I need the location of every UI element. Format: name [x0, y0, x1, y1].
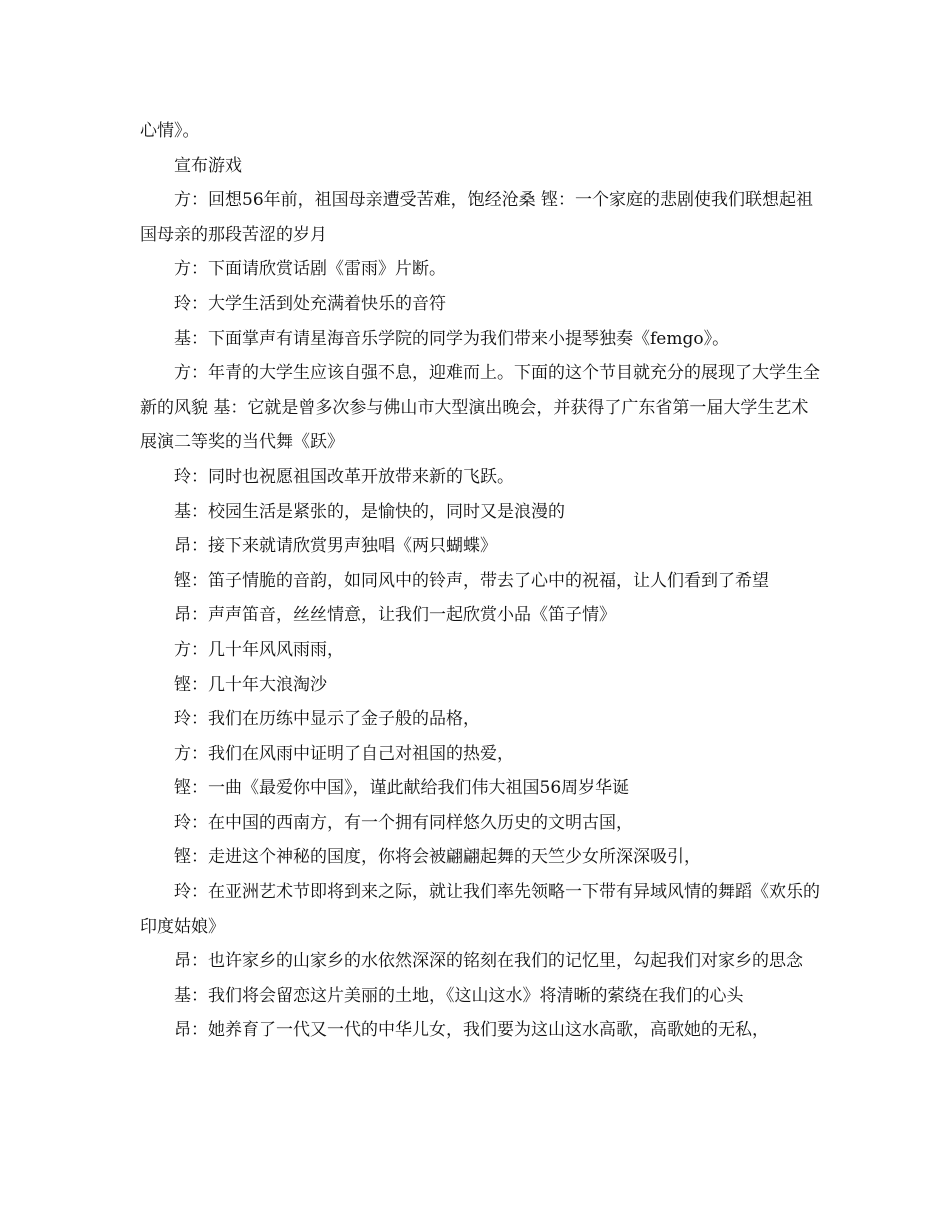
- paragraph: 宣布游戏: [174, 155, 242, 176]
- paragraph: 昂：她养育了一代又一代的中华儿女，我们要为这山这水高歌，高歌她的无私，: [174, 1020, 769, 1041]
- paragraph: 玲：在亚洲艺术节即将到来之际，就让我们率先领略一下带有异域风情的舞蹈《欢乐的印度姑娘》: [140, 882, 820, 937]
- paragraph: 基：下面掌声有请星海音乐学院的同学为我们带来小提琴独奏《femgo》。: [174, 328, 730, 349]
- paragraph: 铿：笛子情脆的音韵，如同风中的铃声，带去了心中的祝福，让人们看到了希望: [174, 570, 769, 591]
- paragraph: 方：年青的大学生应该自强不息，迎难而上。下面的这个节目就充分的展现了大学生全新的风貌 基：它就是曾多次参与佛山市大型演出晚会，并获得了广东省第一届大学生艺术展演二等奖的当代舞《跃》: [140, 363, 820, 453]
- paragraph: 方：几十年风风雨雨，: [174, 639, 344, 660]
- paragraph: 方：回想56年前，祖国母亲遭受苦难，饱经沧桑 铿：一个家庭的悲剧使我们联想起祖国母亲的那段苦涩的岁月: [140, 190, 814, 245]
- paragraph: 方：下面请欣赏话剧《雷雨》片断。: [174, 259, 446, 280]
- paragraph: 心情》。: [140, 121, 200, 141]
- paragraph: 铿：走进这个神秘的国度，你将会被翩翩起舞的天竺少女所深深吸引，: [174, 847, 701, 868]
- paragraph: 玲：同时也祝愿祖国改革开放带来新的飞跃。: [174, 466, 514, 487]
- paragraph: 铿：几十年大浪淘沙: [174, 674, 327, 695]
- paragraph: 昂：声声笛音，丝丝情意，让我们一起欣赏小品《笛子情》: [174, 605, 616, 626]
- document-body: [140, 114, 825, 1048]
- paragraph: 玲：我们在历练中显示了金子般的品格，: [174, 709, 480, 730]
- paragraph: 昂：接下来就请欣赏男声独唱《两只蝴蝶》: [174, 536, 497, 557]
- paragraph: 昂：也许家乡的山家乡的水依然深深的铭刻在我们的记忆里，勾起我们对家乡的思念: [174, 951, 803, 972]
- paragraph: 方：我们在风雨中证明了自己对祖国的热爱，: [174, 743, 514, 764]
- paragraph: 玲：大学生活到处充满着快乐的音符: [174, 293, 446, 314]
- paragraph: 玲：在中国的西南方，有一个拥有同样悠久历史的文明古国，: [174, 812, 633, 833]
- paragraph: 基：我们将会留恋这片美丽的土地，《这山这水》将清晰的萦绕在我们的心头: [174, 985, 744, 1006]
- paragraph: 铿：一曲《最爱你中国》，谨此献给我们伟大祖国56周岁华诞: [174, 778, 630, 799]
- paragraph: 基：校园生活是紧张的，是愉快的，同时又是浪漫的: [174, 501, 565, 522]
